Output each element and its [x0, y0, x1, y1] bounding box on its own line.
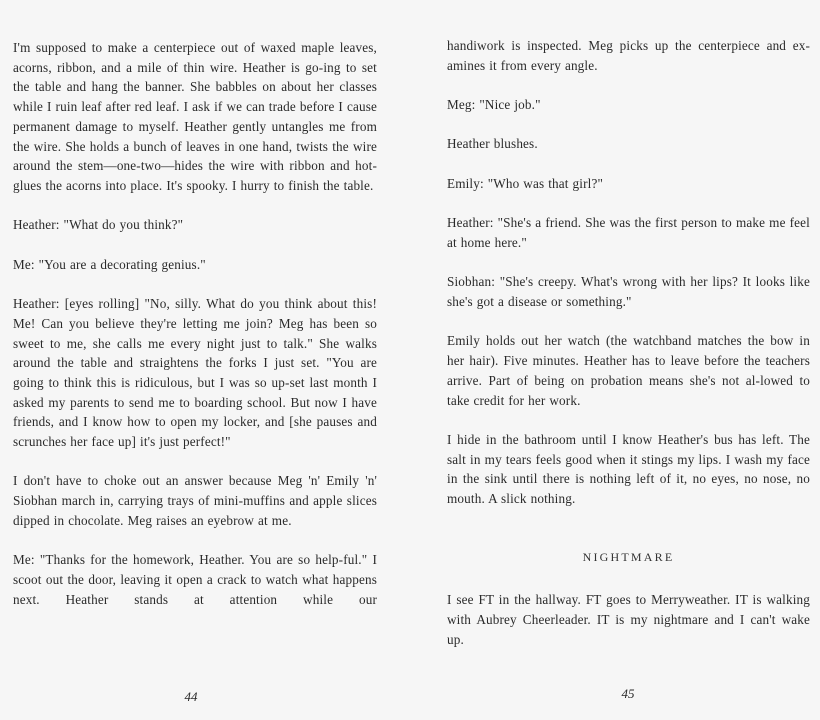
dialogue-paragraph: Me: "Thanks for the homework, Heather. You are so help-ful." I scoot out the door, leaving it open a crack to watch what happens next. Heather stands at attention while our: [13, 552, 377, 607]
dialogue-line: Heather: "What do you think?": [13, 217, 184, 233]
paragraph: I'm supposed to make a centerpiece out of waxed maple leaves, acorns, ribbon, and a mile of thin wire. Heather is go-ing to set the table and hang the banner. She babbles on about her classes while I ruin leaf after red leaf. I ask if we can trade before I cause permanent damage to myself. Heather gently untangles me from the wire. She holds a bunch of leaves in one hand, twists the wire around the stem—one-two—hides the wire with ribbon and hot-glues the acorns into place. It's spooky. I hurry to finish the table.: [13, 40, 377, 193]
right-page: [447, 0, 810, 720]
paragraph: handiwork is inspected. Meg picks up the centerpiece and ex-amines it from every angle.: [447, 38, 810, 73]
paragraph: I hide in the bathroom until I know Heather's bus has left. The salt in my tears feels good when it stings my lips. I wash my face in the sink until there is nothing left of it, no eyes, no nose, no mouth. A slick nothing.: [447, 431, 810, 507]
page-number: 45: [621, 686, 635, 701]
dialogue-line: Me: "You are a decorating genius.": [13, 256, 206, 272]
dialogue-paragraph: Siobhan: "She's creepy. What's wrong with her lips? It looks like she's got a disease or something.": [447, 274, 810, 310]
dialogue-line: Emily: "Who was that girl?": [447, 175, 603, 191]
dialogue-paragraph: Heather: [eyes rolling] "No, silly. What do you think about this! Me! Can you believe they're letting me join? Meg has been so sweet to me, she calls me every night just to talk." She walks around the table and straightens the forks I just set. "You are going to think this is ridiculous, but I was so up-set last month I asked my parents to send me to boarding school. But now I have friends, and I know how to open my locker, and [she pauses and scrunches her face up] it's just perfect!": [13, 296, 377, 450]
right-page-text: [447, 36, 810, 669]
left-page: [13, 0, 377, 720]
dialogue-line: Meg: "Nice job.": [447, 97, 541, 113]
paragraph: I see FT in the hallway. FT goes to Merryweather. IT is walking with Aubrey Cheerleader. IT is my nightmare and I can't wake up.: [447, 592, 810, 647]
paragraph: Heather blushes.: [447, 136, 538, 152]
page-number: 44: [184, 689, 198, 704]
section-heading: NIGHTMARE: [582, 549, 675, 564]
dialogue-paragraph: Heather: "She's a friend. She was the first person to make me feel at home here.": [447, 215, 810, 250]
paragraph: Emily holds out her watch (the watchband matches the bow in her hair). Five minutes. Heather has to leave before the teachers arrive. Part of being on probation means she's not al-lowed to take credit for her work.: [447, 333, 810, 408]
paragraph: I don't have to choke out an answer because Meg 'n' Emily 'n' Siobhan march in, carrying trays of mini-muffins and apple slices dipped in chocolate. Meg raises an eyebrow at me.: [13, 473, 377, 528]
left-page-text: [13, 38, 377, 629]
